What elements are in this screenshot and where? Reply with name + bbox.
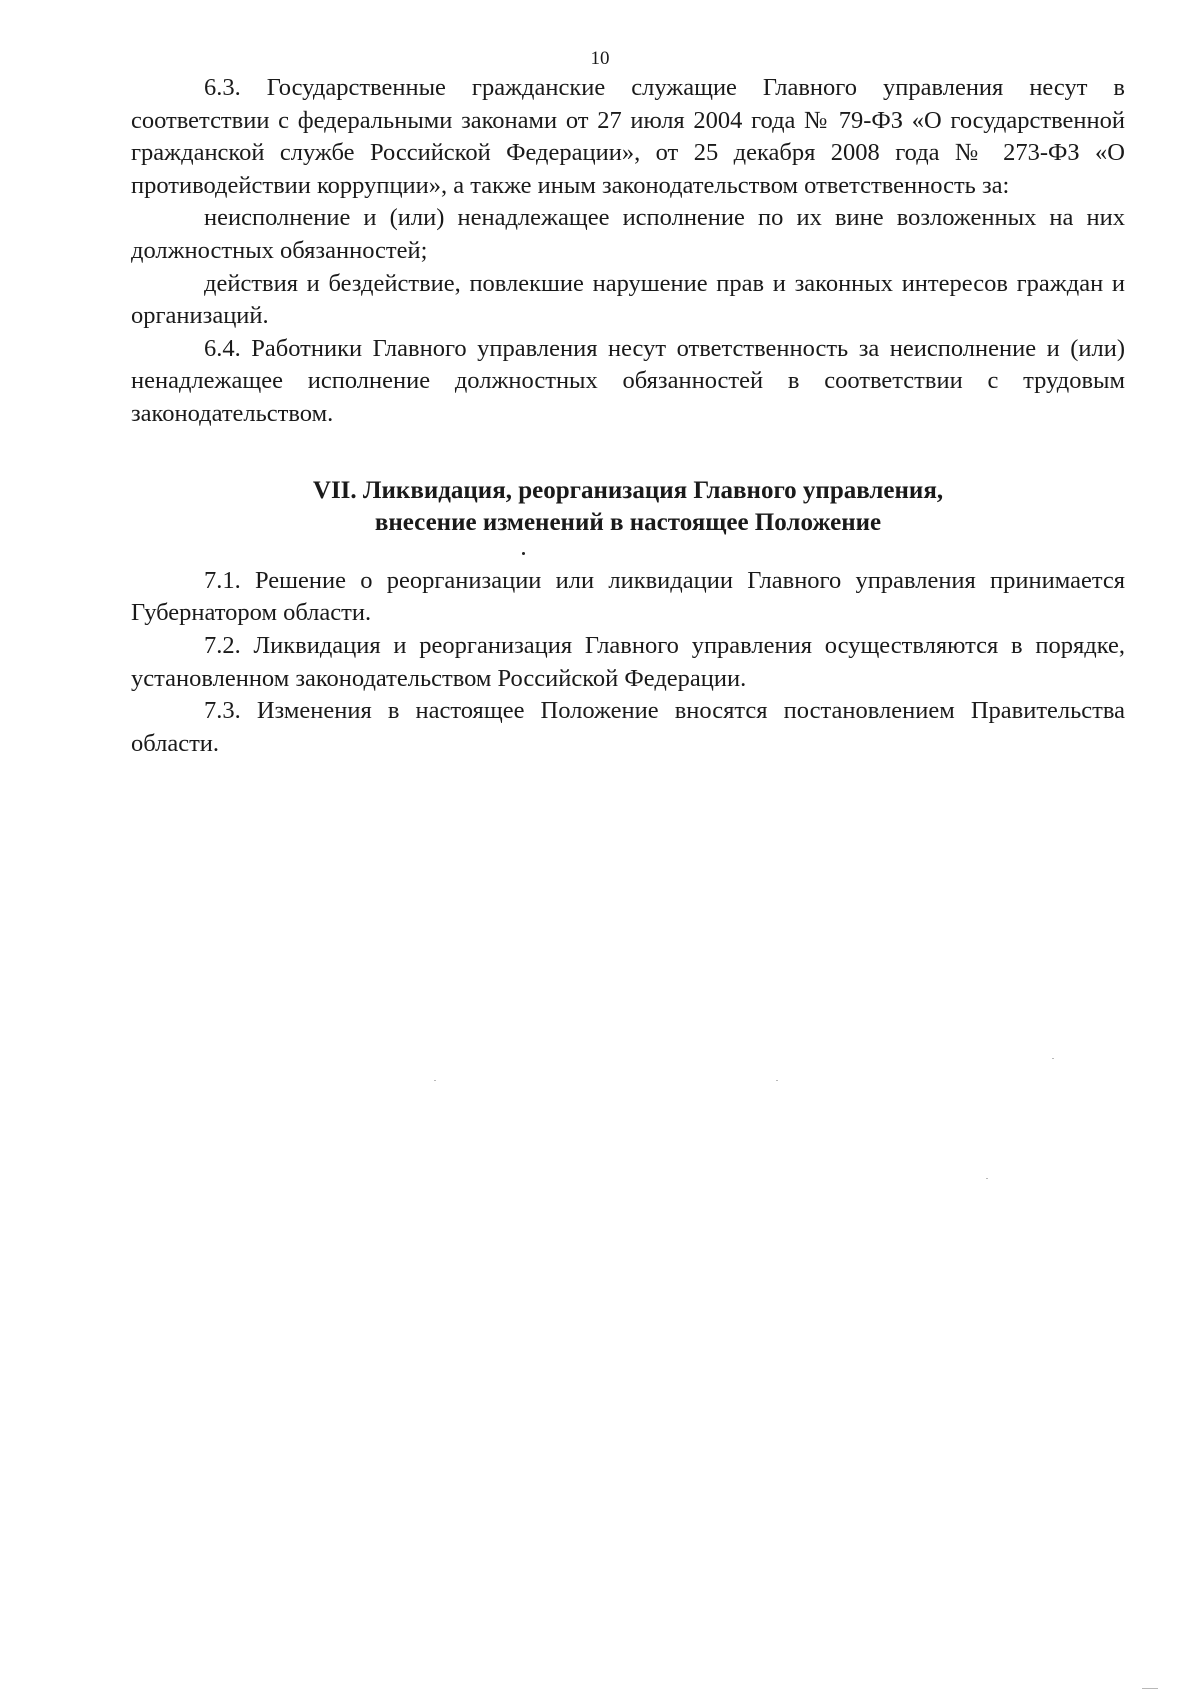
- paragraph-6-3-item-1: неисполнение и (или) ненадлежащее исполнение по их вине возложенных на них должностных обязанностей;: [131, 204, 1125, 264]
- paragraph-6-3-item-2: действия и бездействие, повлекшие нарушение прав и законных интересов граждан и организаций.: [131, 269, 1125, 330]
- paragraph-7-1: 7.1. Решение о реорганизации или ликвидации Главного управления принимается Губернатором области.: [131, 566, 1125, 627]
- section-heading-line-2: внесение изменений в настоящее Положение: [374, 509, 882, 537]
- scan-speck: [434, 1080, 436, 1081]
- paragraph-6-4: 6.4. Работники Главного управления несут ответственность за неисполнение и (или) ненадлежащее исполнение должностных обязанностей в соответствии с трудовым законодательством.: [131, 334, 1125, 427]
- scan-speck: [776, 1080, 778, 1081]
- scan-speck: [1052, 1058, 1054, 1059]
- section-heading-line-1: VII. Ликвидация, реорганизация Главного управления,: [312, 476, 944, 504]
- page-number: 10: [590, 48, 610, 69]
- paragraph-7-2: 7.2. Ликвидация и реорганизация Главного управления осуществляются в порядке, установленном законодательством Российской Федерации.: [131, 631, 1125, 692]
- document-body: [131, 72, 1125, 760]
- scan-dot-mark: [522, 552, 525, 555]
- section-heading: [131, 475, 1125, 555]
- paragraph-7-3: 7.3. Изменения в настоящее Положение вносятся постановлением Правительства области.: [131, 697, 1125, 757]
- scan-speck: [1142, 1688, 1158, 1689]
- paragraph-6-3: 6.3. Государственные гражданские служащие Главного управления несут в соответствии с федеральными законами от 27 июля 2004 года № 79-ФЗ «О государственной гражданской службе Российской Федерации», от 25 декабря 2008 года № 273-ФЗ «О противодействии коррупции», а также иным законодательством ответственность за:: [131, 74, 1125, 199]
- scan-speck: [986, 1178, 988, 1179]
